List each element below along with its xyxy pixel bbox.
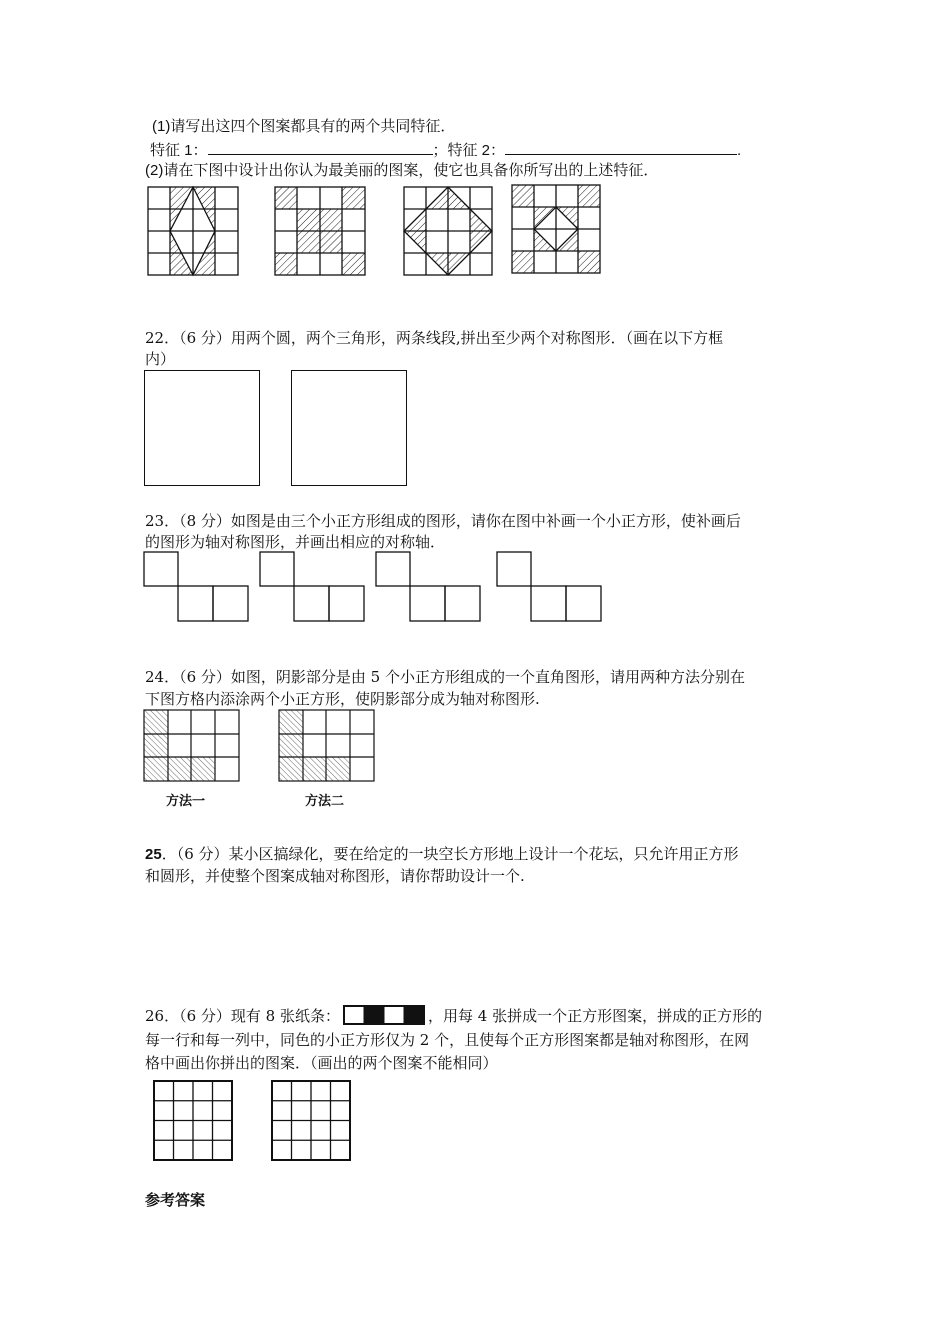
q22-line1: 22．（6 分）用两个圆，两个三角形，两条线段,拼出至少两个对称图形．（画在以下方框 <box>145 329 724 347</box>
q24-line1: 24．（6 分）如图，阴影部分是由 5 个小正方形组成的一个直角图形，请用两种方法分别在 <box>145 668 745 686</box>
q25-line1 <box>145 843 739 866</box>
q23-line1: 23．（8 分）如图是由三个小正方形组成的图形，请你在图中补画一个小正方形，使补画后 <box>145 512 741 530</box>
q22-drawing-box-2[interactable] <box>291 370 407 486</box>
q21-part1: (1)请写出这四个图案都具有的两个共同特征． <box>152 118 456 135</box>
q26-grid-1[interactable] <box>154 1081 232 1160</box>
q23-figure-2[interactable] <box>260 552 364 621</box>
q21-pattern-1 <box>148 187 238 275</box>
feature2-blank[interactable] <box>505 140 737 155</box>
q26-line2: 每一行和每一列中，同色的小正方形仅为 2 个，且使每个正方形图案都是轴对称图形，在网 <box>145 1031 750 1049</box>
answers-heading: 参考答案 <box>145 1192 206 1209</box>
q22-drawing-box-1[interactable] <box>144 370 260 486</box>
paper-strip-icon <box>344 1006 424 1024</box>
q23-figure-1[interactable] <box>144 552 248 621</box>
q24-caption-1: 方法一 <box>166 794 206 809</box>
q26-line3: 格中画出你拼出的图案．（画出的两个图案不能相同） <box>145 1054 498 1072</box>
q24-caption-2: 方法二 <box>305 794 345 809</box>
q22-line2: 内） <box>145 350 176 368</box>
q23-figure-3[interactable] <box>376 552 480 621</box>
q23-figure-4[interactable] <box>497 552 601 621</box>
q24-line2: 下图方格内添涂两个小正方形，使阴影部分成为轴对称图形. <box>145 690 540 708</box>
q24-grid-2[interactable] <box>279 710 374 781</box>
q21-part2: (2)请在下图中设计出你认为最美丽的图案，使它也具备你所写出的上述特征． <box>145 162 659 179</box>
q21-feature-line <box>150 140 741 162</box>
feature-sep: ；特征 2： <box>432 142 506 159</box>
q23-line2: 的图形为轴对称图形，并画出相应的对称轴． <box>145 533 446 551</box>
feature1-label: 特征 1： <box>150 142 208 159</box>
q21-pattern-3 <box>404 187 492 275</box>
q26-grid-2[interactable] <box>272 1081 350 1160</box>
q26-line1 <box>145 1005 762 1027</box>
q25-line1-text: ．（6 分）某小区搞绿化，要在给定的一块空长方形地上设计一个花坛，只允许用正方形 <box>161 845 739 863</box>
q25-number: 25 <box>145 846 162 863</box>
q26-line1a: 26．（6 分）现有 8 张纸条： <box>145 1007 340 1025</box>
q21-pattern-4 <box>512 185 600 273</box>
q21-pattern-2 <box>275 187 365 275</box>
q25-line2: 和圆形，并使整个图案成轴对称图形，请你帮助设计一个. <box>145 867 525 885</box>
q24-grid-1[interactable] <box>144 710 239 781</box>
q26-line1b: ，用每 4 张拼成一个正方形图案，拼成的正方形的 <box>427 1007 763 1025</box>
feature1-blank[interactable] <box>208 140 433 155</box>
feature-end: . <box>737 142 742 159</box>
